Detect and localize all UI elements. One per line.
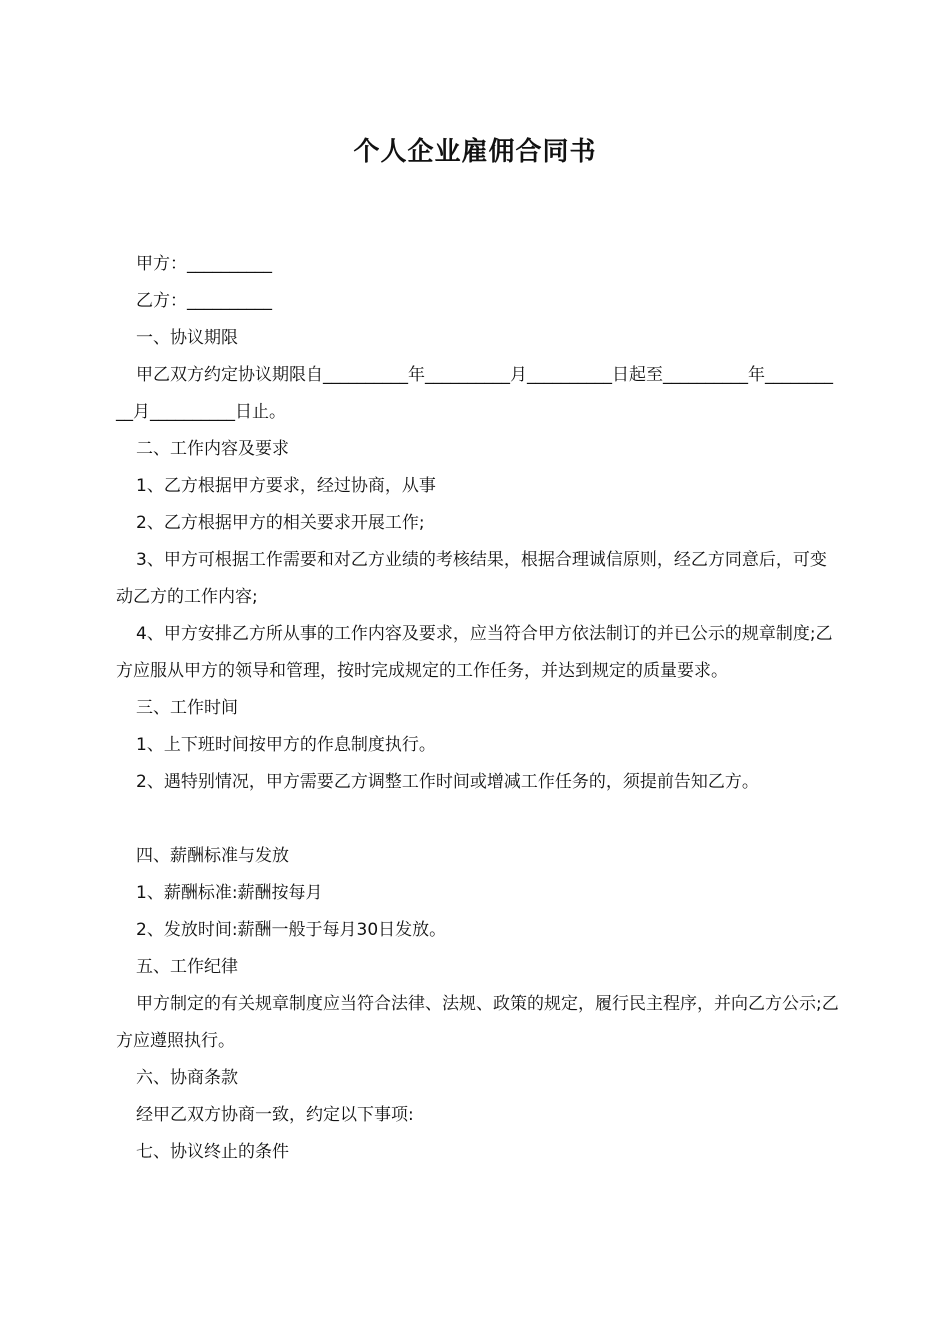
party-b-line: 乙方：__________: [136, 291, 272, 311]
discipline-clause: 甲方制定的有关规章制度应当符合法律、法规、政策的规定，履行民主程序，并向乙方公示;乙方应遵照执行。: [116, 994, 839, 1051]
duties-clause-2: 2、乙方根据甲方的相关要求开展工作;: [136, 513, 425, 533]
hours-clause-2: 2、遇特别情况，甲方需要乙方调整工作时间或增减工作任务的，须提前告知乙方。: [136, 772, 759, 792]
section-heading-negotiation: 六、协商条款: [136, 1068, 238, 1088]
hours-clause-1: 1、上下班时间按甲方的作息制度执行。: [136, 735, 436, 755]
negotiation-clause: 经甲乙双方协商一致，约定以下事项:: [136, 1105, 414, 1125]
section-heading-hours: 三、工作时间: [136, 698, 238, 718]
term-clause: 甲乙双方约定协议期限自__________年__________月__________日起至__________年__________月__________日止。: [116, 365, 833, 422]
salary-clause-1: 1、薪酬标准:薪酬按每月: [136, 883, 323, 903]
section-heading-duties: 二、工作内容及要求: [136, 439, 289, 459]
section-heading-salary: 四、薪酬标准与发放: [136, 846, 289, 866]
duties-clause-4: 4、甲方安排乙方所从事的工作内容及要求，应当符合甲方依法制订的并已公示的规章制度;乙方应服从甲方的领导和管理，按时完成规定的工作任务，并达到规定的质量要求。: [116, 624, 833, 681]
salary-clause-2: 2、发放时间:薪酬一般于每月30日发放。: [136, 920, 447, 940]
document-title: 个人企业雇佣合同书: [353, 137, 597, 167]
document-body: [116, 246, 840, 1171]
section-heading-term: 一、协议期限: [136, 328, 238, 348]
duties-clause-1: 1、乙方根据甲方要求，经过协商，从事: [136, 476, 436, 496]
duties-clause-3: 3、甲方可根据工作需要和对乙方业绩的考核结果，根据合理诚信原则，经乙方同意后，可变动乙方的工作内容;: [116, 550, 827, 607]
section-heading-termination: 七、协议终止的条件: [136, 1142, 289, 1162]
party-a-line: 甲方：__________: [136, 254, 272, 274]
section-heading-discipline: 五、工作纪律: [136, 957, 238, 977]
